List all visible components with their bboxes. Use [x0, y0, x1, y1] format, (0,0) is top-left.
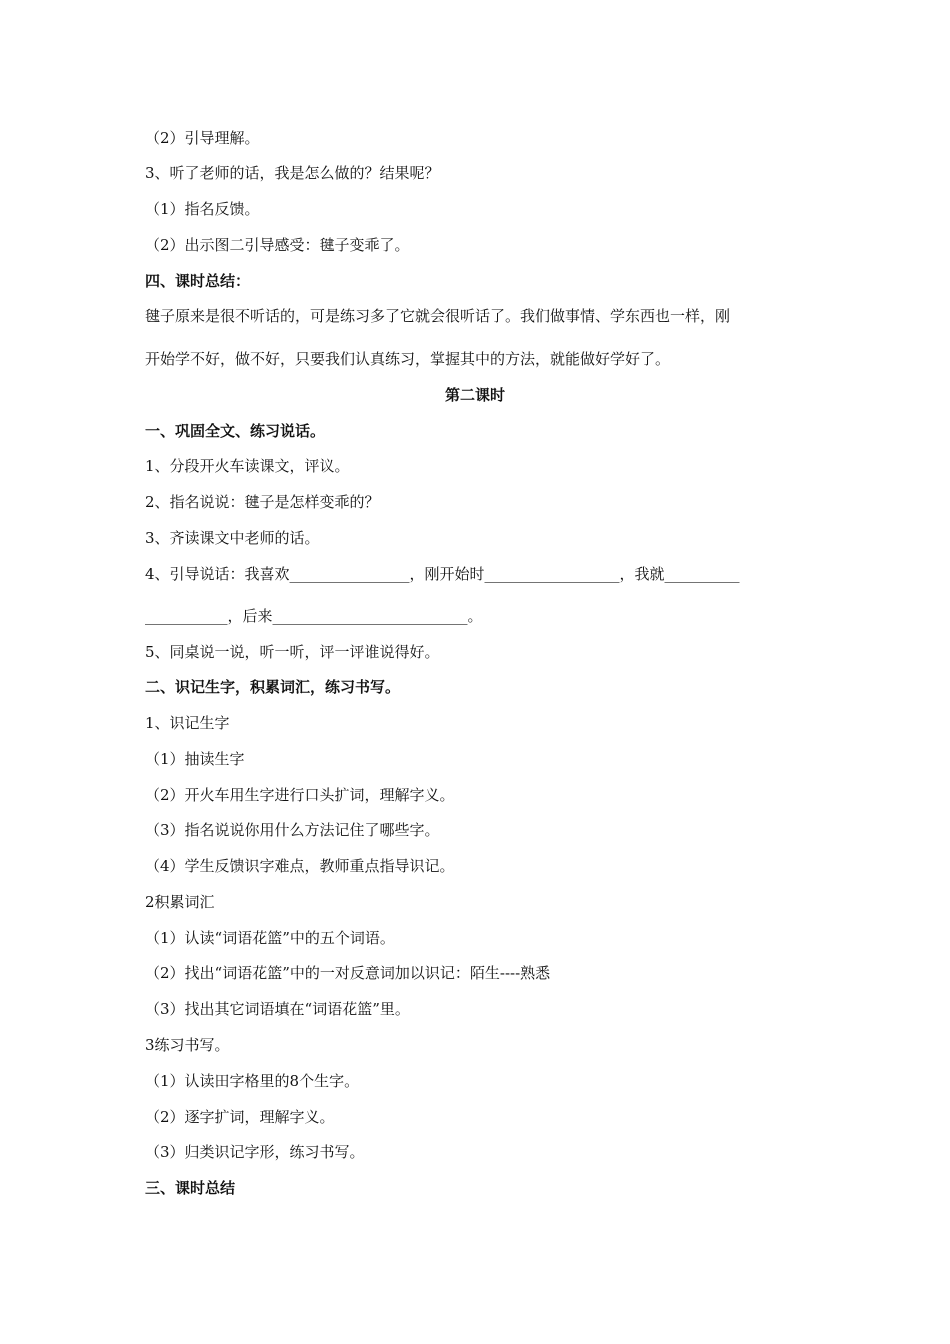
- text-line: 5、同桌说一说，听一听，评一评谁说得好。: [145, 643, 440, 661]
- text-line: （2）引导理解。: [145, 129, 260, 147]
- text-line: 3练习书写。: [145, 1036, 230, 1054]
- section-heading: 二、识记生字，积累词汇，练习书写。: [145, 678, 401, 696]
- section-heading: 一、巩固全文、练习说话。: [145, 422, 326, 440]
- text-line: （1）抽读生字: [145, 750, 245, 768]
- text-line: （1）指名反馈。: [145, 200, 260, 218]
- text-line: （2）找出“词语花篮”中的一对反意词加以识记：陌生----熟悉: [145, 964, 551, 982]
- section-heading: 三、课时总结: [145, 1179, 236, 1197]
- text-line: 2、指名说说：毽子是怎样变乖的？: [145, 493, 380, 511]
- text-line: 3、听了老师的话，我是怎么做的？结果呢？: [145, 164, 440, 182]
- text-line: （2）出示图二引导感受：毽子变乖了。: [145, 236, 410, 254]
- text-line: 2积累词汇: [145, 893, 215, 911]
- text-line: （2）逐字扩词，理解字义。: [145, 1108, 335, 1126]
- text-line: （2）开火车用生字进行口头扩词，理解字义。: [145, 786, 455, 804]
- text-line: （1）认读“词语花篮”中的五个词语。: [145, 929, 395, 947]
- paragraph-line: 毽子原来是很不听话的，可是练习多了它就会很听话了。我们做事情、学东西也一样，刚: [145, 307, 731, 325]
- text-line: 3、齐读课文中老师的话。: [145, 529, 320, 547]
- text-line: （4）学生反馈识字难点，教师重点指导识记。: [145, 857, 455, 875]
- section-heading: 四、课时总结：: [145, 272, 251, 290]
- paragraph-line: 开始学不好，做不好，只要我们认真练习，掌握其中的方法，就能做好学好了。: [145, 350, 671, 368]
- text-line: （3）归类识记字形，练习书写。: [145, 1143, 365, 1161]
- text-line: （1）认读田字格里的8个生字。: [145, 1072, 360, 1090]
- text-line: 1、分段开火车读课文，评议。: [145, 457, 350, 475]
- fill-in-line: ___________，后来__________________________。: [145, 607, 483, 625]
- text-line: 1、识记生字: [145, 714, 230, 732]
- text-line: （3）找出其它词语填在“词语花篮”里。: [145, 1000, 410, 1018]
- text-line: （3）指名说说你用什么方法记住了哪些字。: [145, 821, 440, 839]
- fill-in-line: 4、引导说话：我喜欢________________，刚开始时__________________，我就__________: [145, 565, 740, 583]
- lesson-title: 第二课时: [444, 386, 505, 404]
